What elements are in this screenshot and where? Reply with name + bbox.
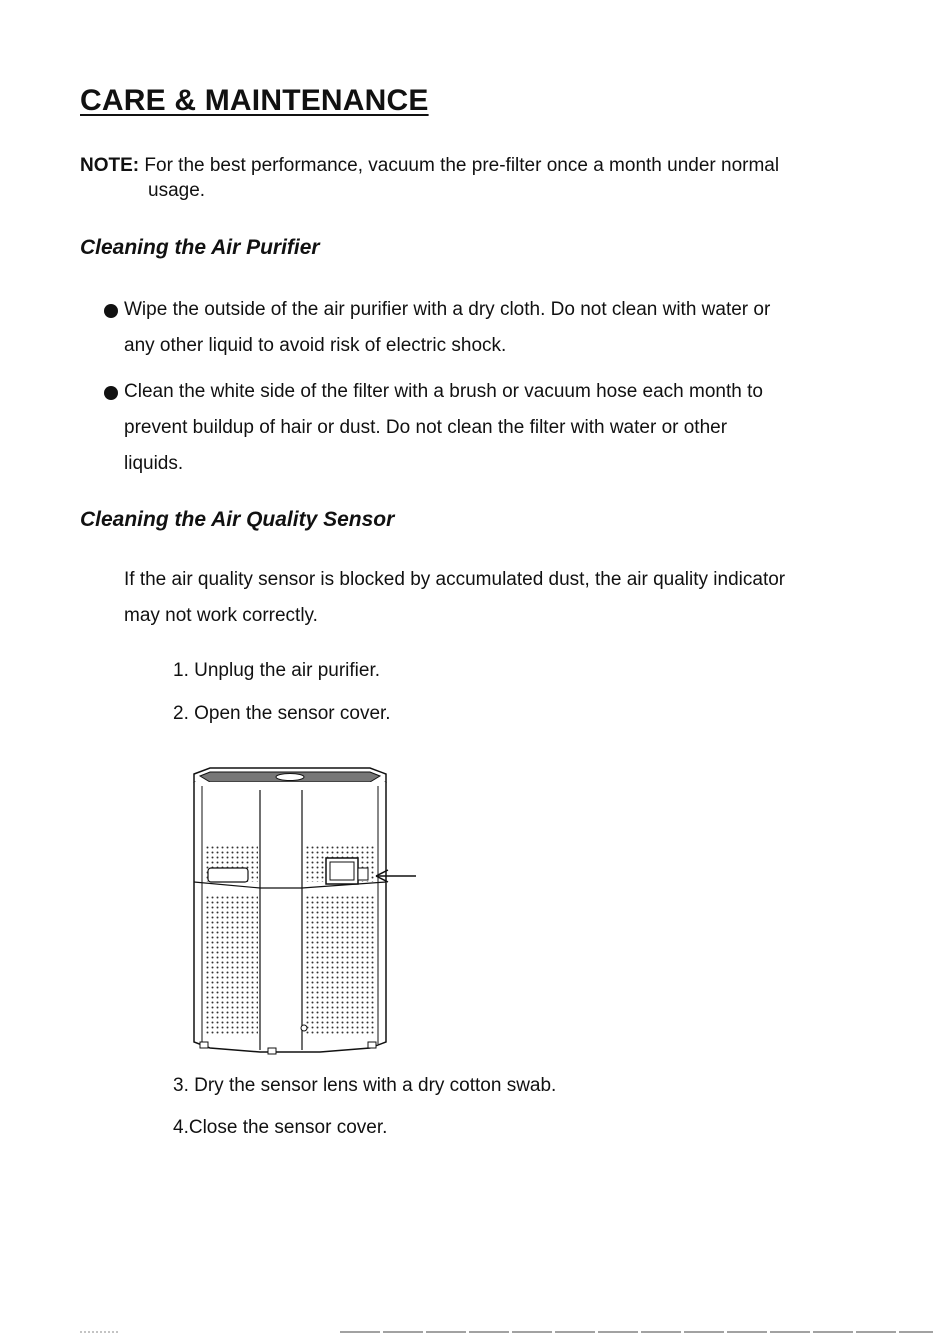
- section-heading-air-quality-sensor: Cleaning the Air Quality Sensor: [80, 508, 395, 531]
- step-1: 1. Unplug the air purifier.: [173, 660, 381, 681]
- note-paragraph: [80, 150, 779, 182]
- bullet-1-line2: any other liquid to avoid risk of electric shock.: [124, 335, 507, 356]
- bullet-dot-icon: [104, 386, 118, 400]
- bullet-2-line2: prevent buildup of hair or dust. Do not clean the filter with water or other: [124, 417, 728, 438]
- air-purifier-icon: [180, 760, 430, 1060]
- note-text-line2: usage.: [148, 180, 206, 201]
- bullet-1-line1: Wipe the outside of the air purifier with a dry cloth. Do not clean with water or: [124, 299, 771, 320]
- note-label: NOTE:: [80, 155, 140, 176]
- bullet-2-line3: liquids.: [124, 453, 184, 474]
- page-title: CARE & MAINTENANCE: [80, 84, 429, 117]
- bullet-2-line1: Clean the white side of the filter with a brush or vacuum hose each month to: [124, 381, 763, 402]
- step-4: 4.Close the sensor cover.: [173, 1117, 388, 1138]
- note-text-line1: For the best performance, vacuum the pre-filter once a month under normal: [144, 155, 780, 176]
- bullet-dot-icon: [104, 304, 118, 318]
- step-3: 3. Dry the sensor lens with a dry cotton swab.: [173, 1075, 557, 1096]
- sensor-intro-line1: If the air quality sensor is blocked by accumulated dust, the air quality indicator: [124, 569, 786, 590]
- step-2: 2. Open the sensor cover.: [173, 703, 391, 724]
- sensor-intro-line2: may not work correctly.: [124, 605, 318, 626]
- section-heading-air-purifier: Cleaning the Air Purifier: [80, 236, 320, 259]
- footer-divider: [0, 1320, 933, 1322]
- air-purifier-illustration: [180, 760, 430, 1060]
